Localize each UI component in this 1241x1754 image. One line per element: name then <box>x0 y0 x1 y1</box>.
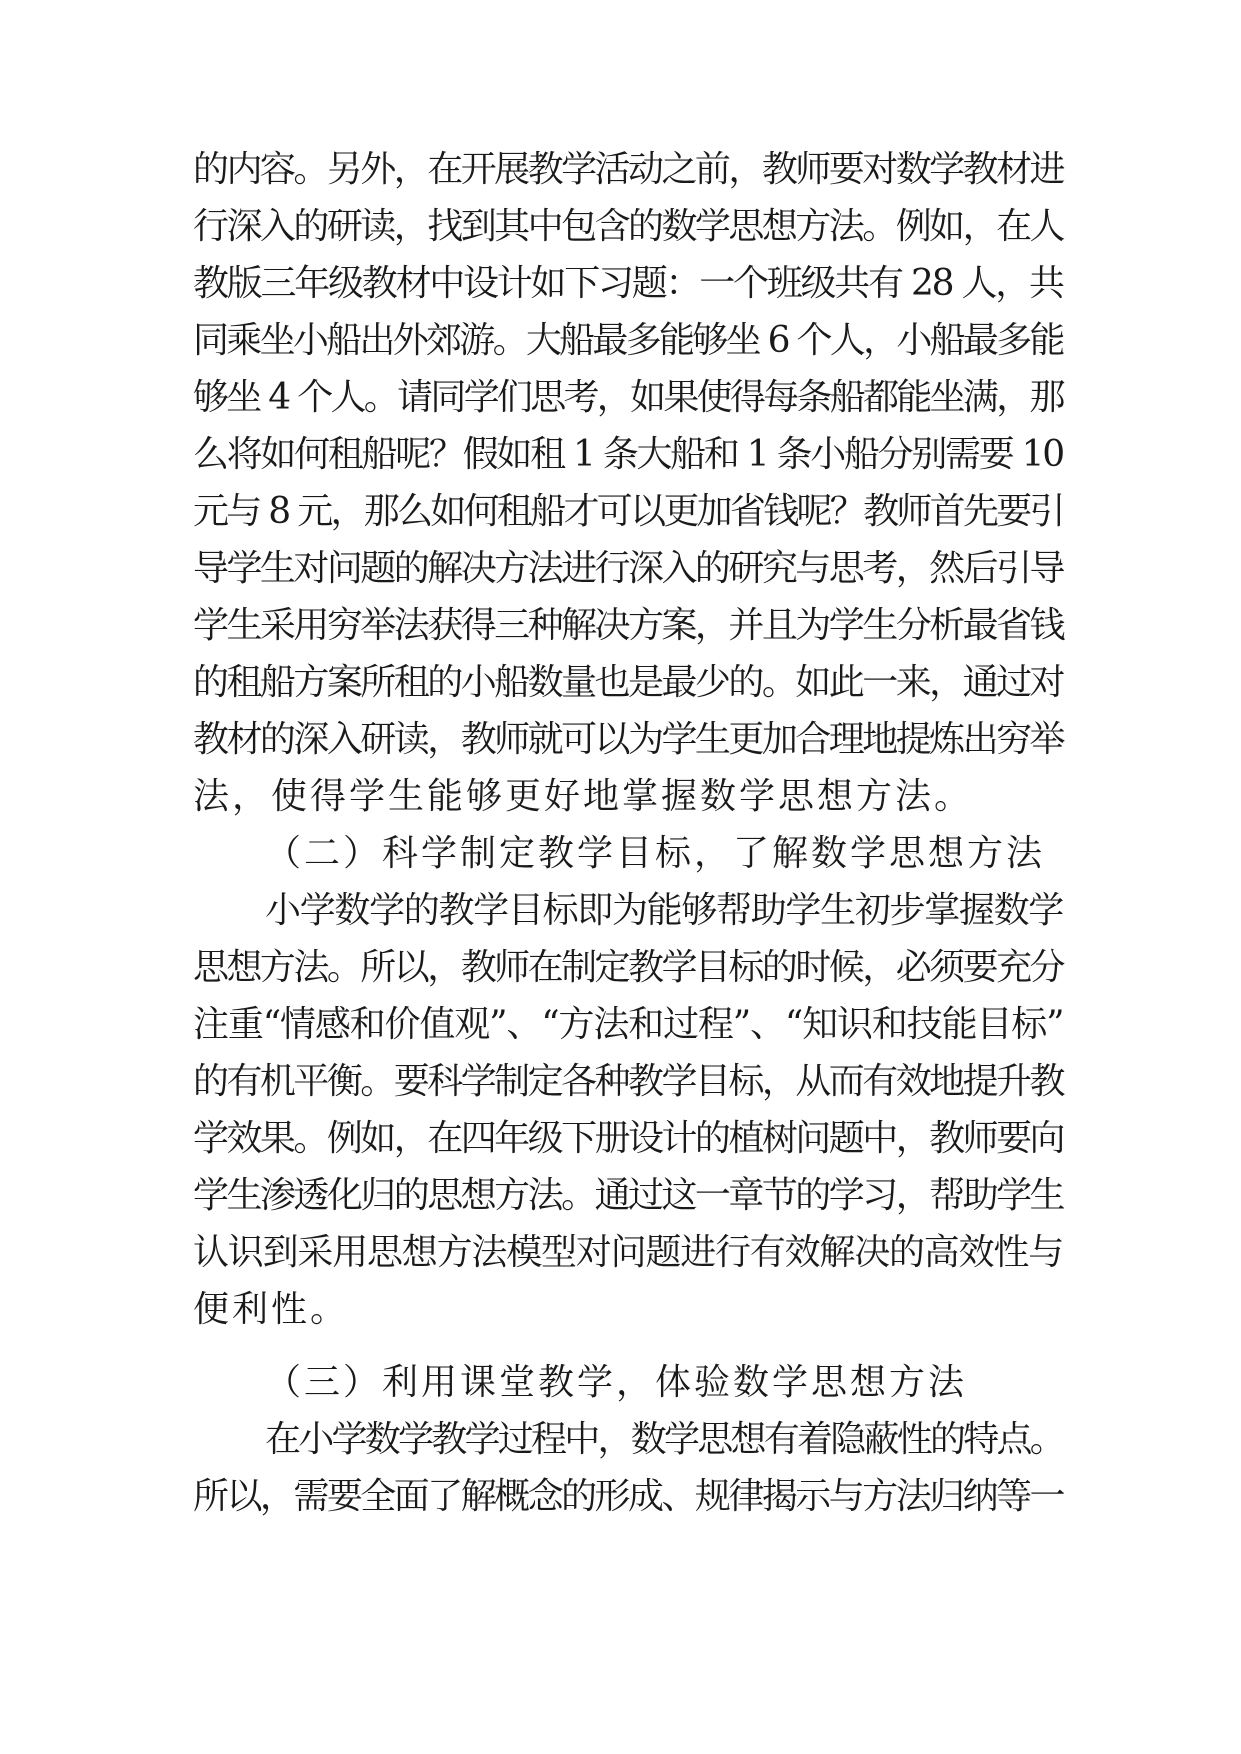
text-line: 导学生对问题的解决方法进行深入的研究与思考，然后引导 <box>193 548 1064 589</box>
text-line: 教材的深入研读，教师就可以为学生更加合理地提炼出穷举 <box>193 719 1064 760</box>
text-line: 注重“情感和价值观”、“方法和过程”、“知识和技能目标” <box>193 1004 1064 1045</box>
text-line: 教版三年级教材中设计如下习题：一个班级共有 28 人，共 <box>193 263 1063 304</box>
text-line: 行深入的研读，找到其中包含的数学思想方法。例如，在人 <box>193 206 1064 247</box>
text-line: 么将如何租船呢？假如租 1 条大船和 1 条小船分别需要 10 <box>193 434 1063 475</box>
text-line: 在小学数学教学过程中，数学思想有着隐蔽性的特点。 <box>265 1419 1064 1460</box>
text-line: 小学数学的教学目标即为能够帮助学生初步掌握数学 <box>265 890 1064 931</box>
section-heading-2: （二）科学制定教学目标，了解数学思想方法 <box>265 833 1046 874</box>
text-line: 够坐 4 个人。请同学们思考，如果使得每条船都能坐满，那 <box>193 377 1063 418</box>
section-heading-3: （三）利用课堂教学，体验数学思想方法 <box>265 1362 968 1403</box>
text-line: 学效果。例如，在四年级下册设计的植树问题中，教师要向 <box>193 1118 1064 1159</box>
text-line: 便利性。 <box>193 1289 350 1330</box>
text-line: 学生渗透化归的思想方法。通过这一章节的学习，帮助学生 <box>193 1175 1064 1216</box>
text-line: 法，使得学生能够更好地掌握数学思想方法。 <box>193 776 974 817</box>
text-line: 元与 8 元，那么如何租船才可以更加省钱呢？教师首先要引 <box>193 491 1063 532</box>
text-line: 认识到采用思想方法模型对问题进行有效解决的高效性与 <box>193 1232 1064 1273</box>
text-line: 的内容。另外，在开展教学活动之前，教师要对数学教材进 <box>193 149 1064 190</box>
text-line: 的租船方案所租的小船数量也是最少的。如此一来，通过对 <box>193 662 1064 703</box>
text-line: 思想方法。所以，教师在制定教学目标的时候，必须要充分 <box>193 947 1064 988</box>
text-line: 学生采用穷举法获得三种解决方案，并且为学生分析最省钱 <box>193 605 1064 646</box>
text-line: 所以，需要全面了解概念的形成、规律揭示与方法归纳等一 <box>193 1476 1064 1517</box>
text-line: 的有机平衡。要科学制定各种教学目标，从而有效地提升教 <box>193 1061 1064 1102</box>
text-line: 同乘坐小船出外郊游。大船最多能够坐 6 个人，小船最多能 <box>193 320 1063 361</box>
